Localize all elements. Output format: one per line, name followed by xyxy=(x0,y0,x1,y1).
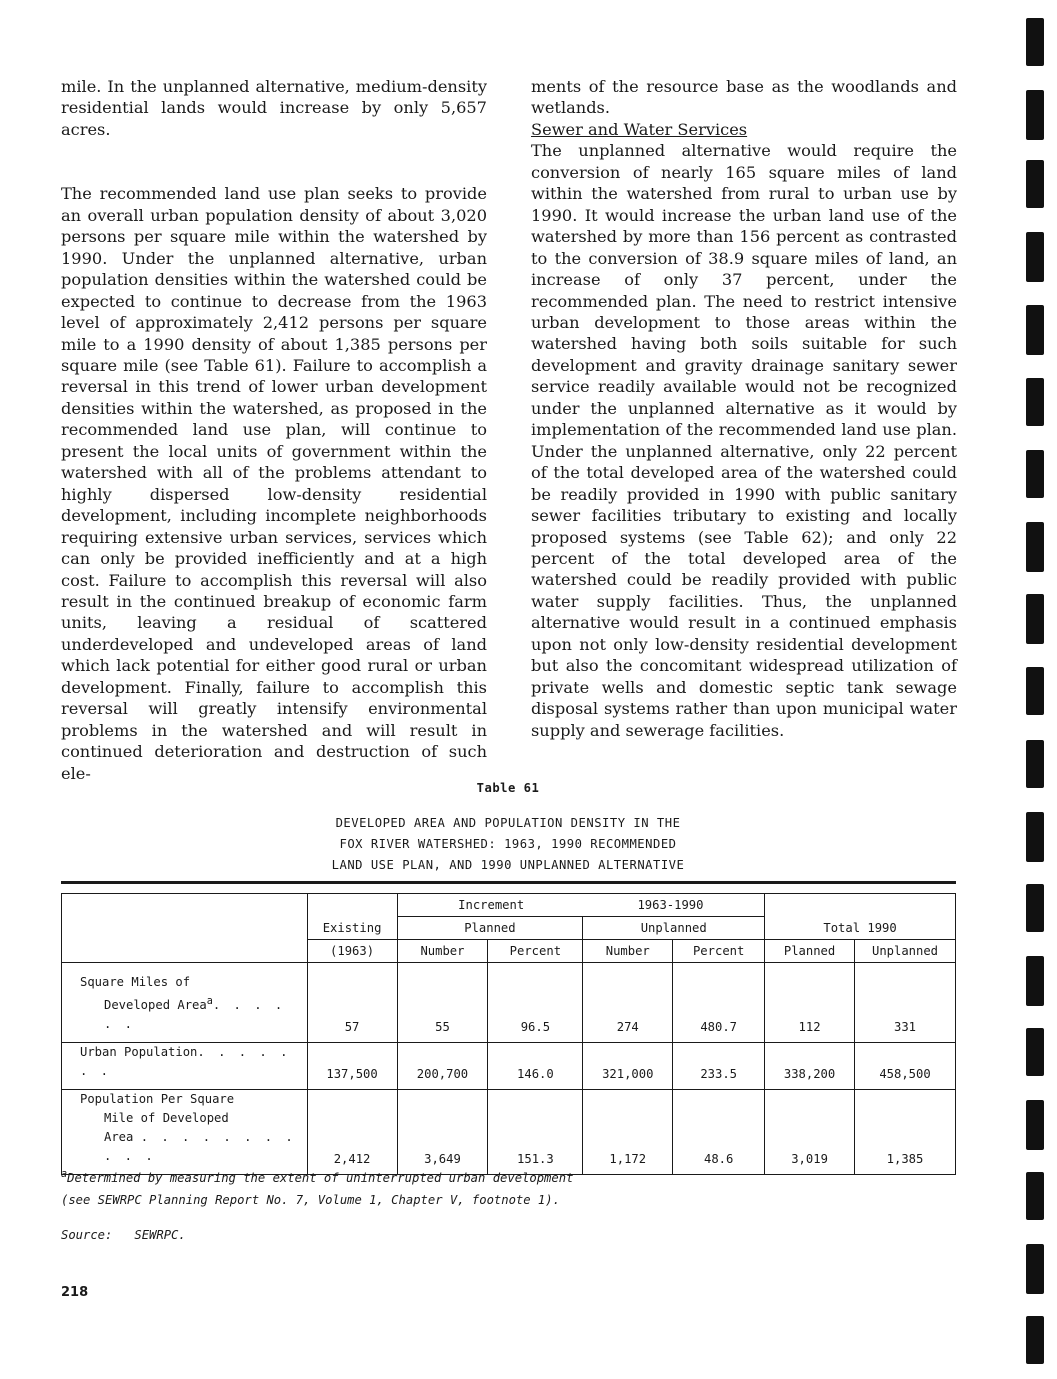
header-planned-percent: Percent xyxy=(488,940,583,963)
row-label-line xyxy=(80,992,303,1034)
cell-unplanned-percent: 480.7 xyxy=(673,963,765,1043)
cell-total-unplanned: 1,385 xyxy=(855,1090,956,1175)
row-label-line: Square Miles of xyxy=(80,974,191,989)
cell-planned-percent: 146.0 xyxy=(488,1043,583,1090)
binding-mark xyxy=(1026,378,1044,426)
cell-unplanned-number: 1,172 xyxy=(583,1090,673,1175)
header-total: Total 1990 xyxy=(765,894,956,940)
right-paragraph-2: The unplanned alternative would require the conversion of nearly 165 square miles of land within the watershed from rural to urban use by 1990. It would increase the urban land use of the watershed by more than 156 percent as contrasted to the conversion of 38.9 square miles of land, an increase of only 37 percent, under the recommended plan. The need to restrict intensive urban development to those areas within the watershed having both soils suitable for such development and gravity drainage sanitary sewer service readily available would not be recognized under the unplanned alternative as it would by implementation of the recommended land use plan. Under the unplanned alternative, only 22 percent of the total developed area of the watershed could be readily provided in 1990 with public sanitary sewer facilities tributary to existing and locally proposed systems (see Table 62); and only 22 percent of the total developed area of the watershed could be readily provided with public water supply facilities. Thus, the unplanned alternative would result in a continued emphasis upon not only low-density residential development but also the concomitant widespread utilization of private wells and domestic septic tank sewage disposal systems rather than upon municipal water supply and sewerage facilities. xyxy=(531,141,957,740)
leader-dots: . . . . . . xyxy=(104,998,286,1031)
binding-mark xyxy=(1026,594,1044,644)
section-heading: Sewer and Water Services xyxy=(531,119,748,139)
row-label-line: Mile of Developed xyxy=(104,1111,229,1125)
header-total-planned: Planned xyxy=(765,940,855,963)
binding-mark xyxy=(1026,667,1044,715)
data-table xyxy=(61,893,956,1175)
header-existing-year: (1963) xyxy=(307,940,397,963)
row-label-text: Developed Area xyxy=(104,998,207,1012)
paragraph-gap xyxy=(61,140,487,183)
header-existing: Existing xyxy=(307,894,397,940)
header-planned-number: Number xyxy=(397,940,488,963)
left-text-column xyxy=(61,76,487,784)
table-top-rule xyxy=(61,881,956,884)
binding-mark xyxy=(1026,160,1044,208)
binding-mark xyxy=(1026,450,1044,498)
cell-existing: 57 xyxy=(307,963,397,1043)
cell-total-planned: 338,200 xyxy=(765,1043,855,1090)
table-footnote xyxy=(61,1164,956,1211)
table-title xyxy=(61,813,955,876)
cell-existing: 137,500 xyxy=(307,1043,397,1090)
binding-mark xyxy=(1026,18,1044,66)
page-number: 218 xyxy=(61,1285,89,1300)
binding-mark xyxy=(1026,232,1044,282)
row-label xyxy=(62,1043,308,1090)
cell-total-unplanned: 458,500 xyxy=(855,1043,956,1090)
cell-unplanned-percent: 48.6 xyxy=(673,1090,765,1175)
row-label-text: Area xyxy=(104,1130,134,1144)
row-label-line xyxy=(80,1043,303,1081)
cell-planned-percent: 151.3 xyxy=(488,1090,583,1175)
cell-planned-percent: 96.5 xyxy=(488,963,583,1043)
cell-total-unplanned: 331 xyxy=(855,963,956,1043)
binding-mark xyxy=(1026,1172,1044,1220)
header-planned: Planned xyxy=(397,917,583,940)
cell-unplanned-percent: 233.5 xyxy=(673,1043,765,1090)
row-label-line: Population Per Square xyxy=(80,1092,235,1106)
table-number: Table 61 xyxy=(476,781,540,795)
left-paragraph-1: mile. In the unplanned alternative, medium-density residential lands would increase by only 5,657 acres. xyxy=(61,77,487,139)
leader-dots: . . . . . . . . . . . xyxy=(104,1130,296,1163)
binding-mark xyxy=(1026,1100,1044,1150)
right-paragraph-1: ments of the resource base as the woodlands and wetlands. xyxy=(531,77,957,118)
cell-unplanned-number: 274 xyxy=(583,963,673,1043)
table-title-line: LAND USE PLAN, AND 1990 UNPLANNED ALTERNATIVE xyxy=(331,858,685,872)
header-increment-label: Increment xyxy=(458,898,525,912)
footnote-line xyxy=(61,1164,956,1189)
row-label xyxy=(62,963,308,1043)
header-total-unplanned: Unplanned xyxy=(855,940,956,963)
left-paragraph-2: The recommended land use plan seeks to provide an overall urban population density of about 3,020 persons per square mile within the watershed by 1990. Under the unplanned alternative, urban population densities within the watershed could be expected to continue to decrease from the 1963 level of approximately 2,412 persons per square mile to a 1990 density of about 1,385 persons per square mile (see Table 61). Failure to accomplish a reversal in this trend of lower urban development densities within the watershed, as proposed in the recommended land use plan, will continue to present the local units of government within the watershed with all of the problems attendant to highly dispersed low-density residential development, including incomplete neighborhoods requiring extensive urban services, services which can only be provided inefficiently and at a high cost. Failure to accomplish this reversal will also result in the continued breakup of economic farm units, leaving a residual of scattered underdeveloped and undeveloped areas of land which lack potential for either good rural or urban development. Finally, failure to accomplish this reversal will greatly intensify environmental problems in the watershed and will result in continued deterioration and destruction of such ele- xyxy=(61,184,487,783)
table-row xyxy=(62,963,956,1043)
cell-planned-number: 3,649 xyxy=(397,1090,488,1175)
row-label-text: Urban Population xyxy=(80,1045,198,1059)
binding-mark xyxy=(1026,1028,1044,1076)
table-title-line: DEVELOPED AREA AND POPULATION DENSITY IN THE xyxy=(335,816,681,830)
footnote-marker: a xyxy=(206,995,213,1007)
binding-mark xyxy=(1026,812,1044,862)
binding-mark xyxy=(1026,305,1044,355)
table-title-line: FOX RIVER WATERSHED: 1963, 1990 RECOMMENDED xyxy=(339,837,677,851)
binding-mark xyxy=(1026,1244,1044,1294)
table-row xyxy=(62,1043,956,1090)
binding-mark xyxy=(1026,522,1044,572)
table-row xyxy=(62,1090,956,1175)
header-increment xyxy=(397,894,765,917)
binding-mark xyxy=(1026,740,1044,788)
cell-total-planned: 3,019 xyxy=(765,1090,855,1175)
right-text-column xyxy=(531,76,957,741)
binding-mark xyxy=(1026,1316,1044,1364)
footnote-text: Determined by measuring the extent of uninterrupted urban development xyxy=(67,1171,574,1186)
row-label xyxy=(62,1090,308,1175)
table-stub-header xyxy=(62,894,308,963)
cell-existing: 2,412 xyxy=(307,1090,397,1175)
binding-mark xyxy=(1026,956,1044,1006)
footnote-line: (see SEWRPC Planning Report No. 7, Volume 1, Chapter V, footnote 1). xyxy=(61,1193,560,1208)
row-label-line xyxy=(80,1128,303,1166)
cell-unplanned-number: 321,000 xyxy=(583,1043,673,1090)
binding-mark xyxy=(1026,90,1044,140)
binding-mark xyxy=(1026,884,1044,932)
header-unplanned-percent: Percent xyxy=(673,940,765,963)
cell-planned-number: 55 xyxy=(397,963,488,1043)
leader-dots: . . . . . . . xyxy=(80,1045,291,1078)
cell-total-planned: 112 xyxy=(765,963,855,1043)
table-source: Source: SEWRPC. xyxy=(61,1228,186,1242)
header-increment-years: 1963-1990 xyxy=(637,898,704,912)
header-unplanned-number: Number xyxy=(583,940,673,963)
footnote-marker: a xyxy=(61,1169,68,1180)
cell-planned-number: 200,700 xyxy=(397,1043,488,1090)
header-unplanned: Unplanned xyxy=(583,917,765,940)
